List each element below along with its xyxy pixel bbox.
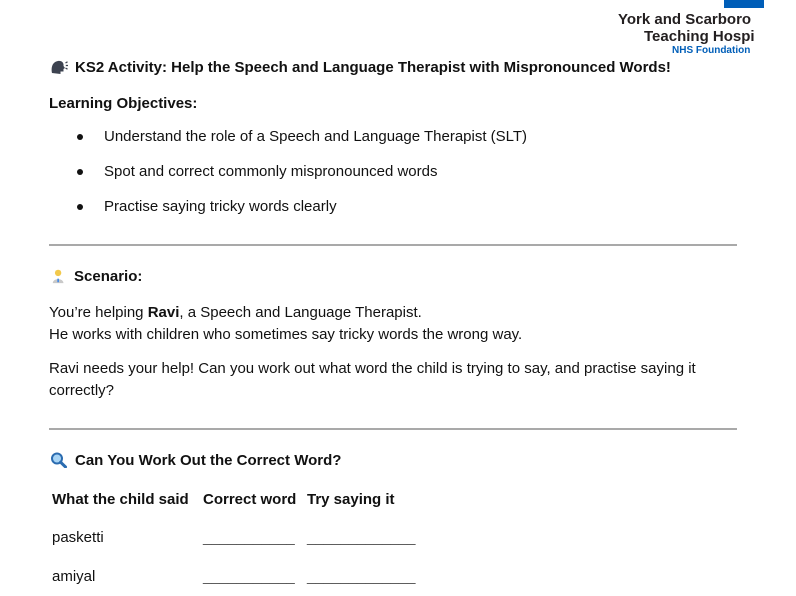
therapist-name: Ravi bbox=[147, 304, 180, 321]
divider bbox=[49, 244, 737, 246]
practice-blank[interactable]: _____________ bbox=[307, 529, 416, 546]
objective-item: Practise saying tricky words clearly bbox=[76, 194, 527, 229]
col-header-said: What the child said bbox=[52, 491, 189, 508]
table-row-said: amiyal bbox=[52, 568, 96, 585]
magnifying-glass-icon bbox=[50, 452, 68, 468]
intro-post: , a Speech and Language Therapist. bbox=[179, 304, 422, 321]
speaking-head-icon bbox=[50, 59, 68, 75]
scenario-task: Ravi needs your help! Can you work out what word the child is trying to say, and practise saying it correctly? bbox=[49, 360, 696, 399]
objectives-heading: Learning Objectives: bbox=[49, 95, 198, 112]
table-row-said: pasketti bbox=[52, 529, 104, 546]
objective-item: Understand the role of a Speech and Language Therapist (SLT) bbox=[76, 124, 527, 159]
objective-item: Spot and correct commonly mispronounced words bbox=[76, 159, 527, 194]
activity-heading bbox=[50, 452, 341, 469]
intro-pre: You’re helping bbox=[49, 304, 148, 321]
logo-line-2: Teaching Hospi bbox=[644, 28, 755, 45]
logo-line-1: York and Scarboro bbox=[618, 11, 752, 28]
scenario-intro bbox=[49, 302, 739, 346]
col-header-correct: Correct word bbox=[203, 491, 297, 508]
answer-blank[interactable]: ___________ bbox=[203, 568, 295, 585]
title-text: KS2 Activity: Help the Speech and Language Therapist with Mispronounced Words! bbox=[75, 59, 671, 76]
activity-heading-text: Can You Work Out the Correct Word? bbox=[75, 452, 342, 469]
answer-blank[interactable]: ___________ bbox=[203, 529, 295, 546]
intro-line-2: He works with children who sometimes say tricky words the wrong way. bbox=[49, 326, 523, 343]
practice-blank[interactable]: _____________ bbox=[307, 568, 416, 585]
divider bbox=[49, 428, 737, 430]
nhs-logo-mark bbox=[724, 0, 764, 8]
health-worker-icon bbox=[51, 268, 67, 284]
scenario-heading-text: Scenario: bbox=[74, 268, 143, 285]
nhs-trust-logo bbox=[618, 0, 768, 58]
col-header-try: Try saying it bbox=[307, 491, 395, 508]
logo-line-3: NHS Foundation bbox=[672, 45, 751, 56]
scenario-heading bbox=[51, 268, 142, 285]
objectives-list bbox=[76, 124, 527, 229]
page-title bbox=[50, 59, 671, 76]
